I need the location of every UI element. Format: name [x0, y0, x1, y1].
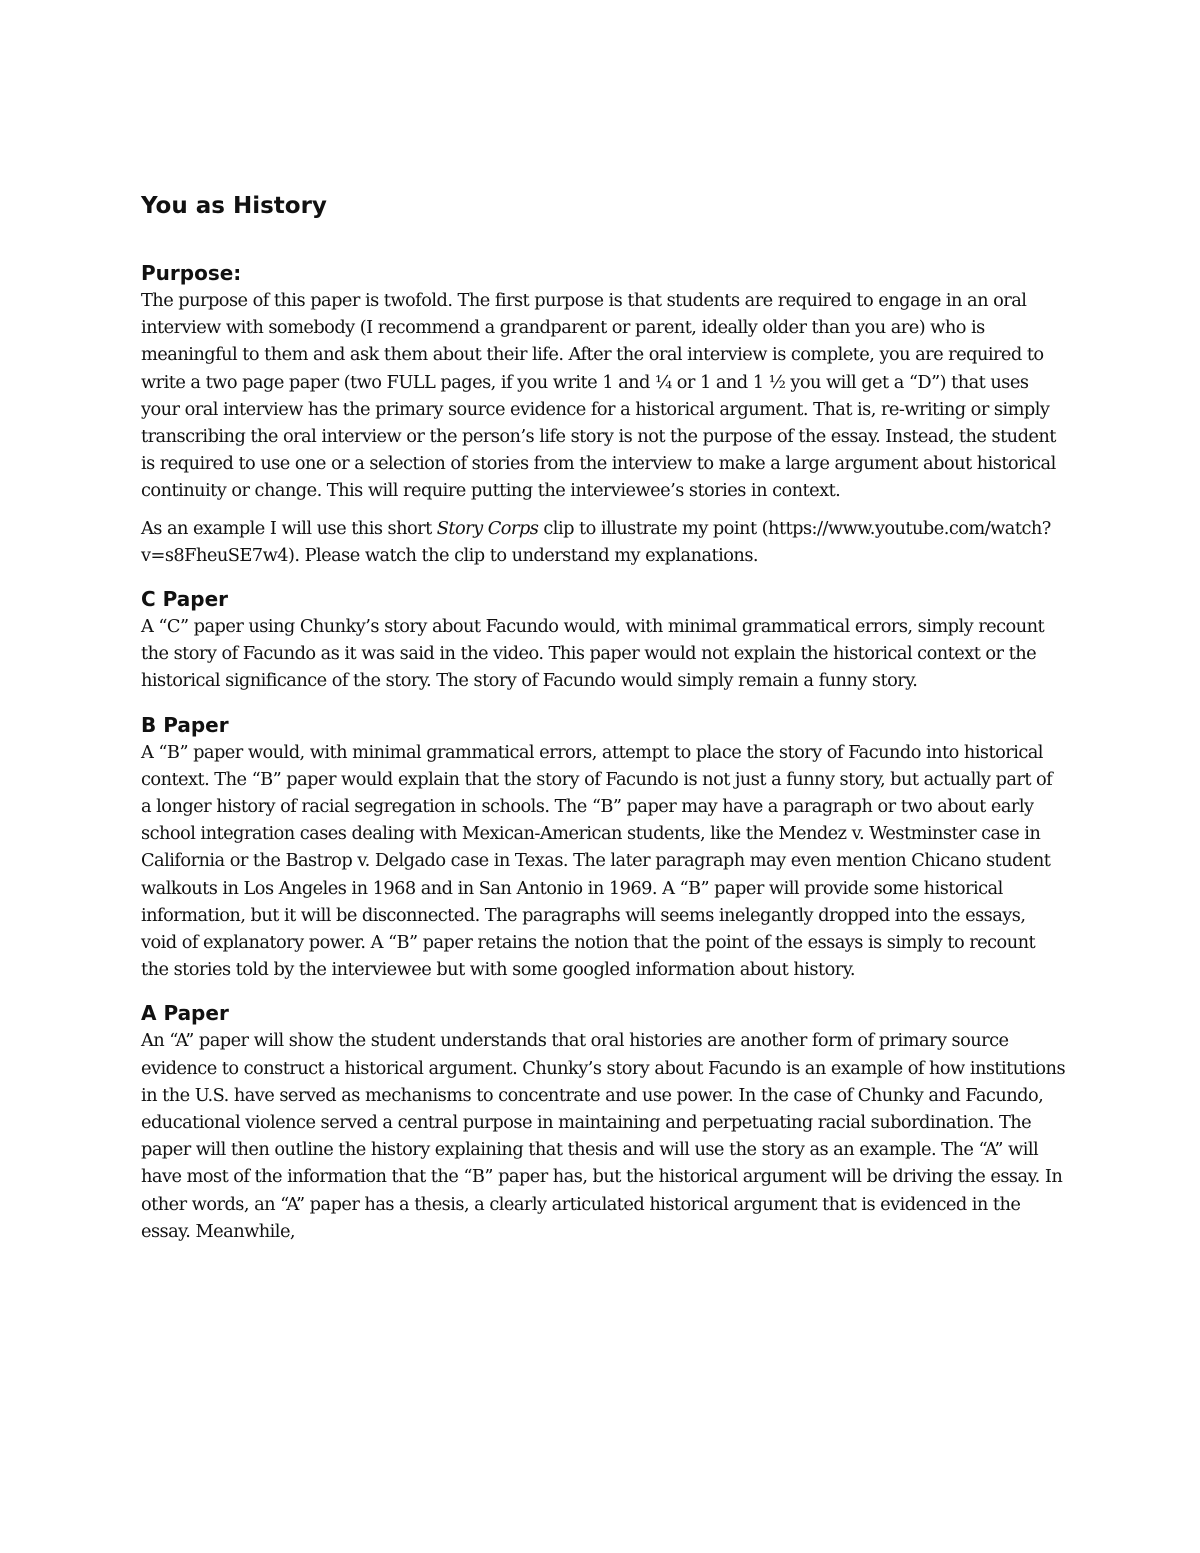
- a-paper-paragraph: An “A” paper will show the student understands that oral histories are another form of primary source evidence to construct a historical argument. Chunky’s story about Facundo is an example of how institutions in the U.S. have served as mechanisms to concentrate and use power. In the case of Chunky and Facundo, educational violence served a central purpose in maintaining and perpetuating racial subordination. The paper will then outline the history explaining that thesis and will use the story as an example. The “A” will have most of the information that the “B” paper has, but the historical argument will be driving the essay. In other words, an “A” paper has a thesis, a clearly articulated historical argument that is evidenced in the essay. Meanwhile,: [141, 1030, 1066, 1242]
- document-page: [141, 190, 1066, 1245]
- a-paper-heading: A Paper: [141, 1001, 229, 1026]
- document-title: You as History: [141, 193, 327, 219]
- b-paper-heading: B Paper: [141, 712, 229, 737]
- purpose-heading: Purpose:: [141, 261, 242, 285]
- a-paper-section: [141, 1000, 1066, 1245]
- story-corps-title: Story Corps: [436, 517, 539, 539]
- b-paper-section: [141, 712, 1066, 984]
- b-paper-paragraph: A “B” paper would, with minimal grammatical errors, attempt to place the story of Facundo into historical context. The “B” paper would explain that the story of Facundo is not just a funny story, but actually part of a longer history of racial segregation in schools. The “B” paper may have a paragraph or two about early school integration cases dealing with Mexican-American students, like the Mendez v. Westminster case in California or the Bastrop v. Delgado case in Texas. The later paragraph may even mention Chicano student walkouts in Los Angeles in 1968 and in San Antonio in 1969. A “B” paper will provide some historical information, but it will be disconnected. The paragraphs will seems inelegantly dropped into the essays, void of explanatory power. A “B” paper retains the notion that the point of the essays is simply to recount the stories told by the interviewee but with some googled information about history.: [141, 741, 1053, 981]
- c-paper-paragraph: A “C” paper using Chunky’s story about Facundo would, with minimal grammatical errors, simply recount the story of Facundo as it was said in the video. This paper would not explain the historical context or the historical significance of the story. The story of Facundo would simply remain a funny story.: [141, 616, 1045, 692]
- example-paragraph: [141, 515, 1066, 569]
- purpose-section: [141, 260, 1066, 569]
- example-text-end: clip to illustrate my point (https://www.youtube.com/watch?v=s8FheuSE7w4). Please watch the clip to understand my explanations.: [141, 517, 1051, 566]
- example-text-start: As an example I will use this short: [141, 517, 437, 539]
- purpose-paragraph: The purpose of this paper is twofold. The first purpose is that students are required to engage in an oral interview with somebody (I recommend a grandparent or parent, ideally older than you are) who is meaningful to them and ask them about their life. After the oral interview is complete, you are required to write a two page paper (two FULL pages, if you write 1 and ¼ or 1 and 1 ½ you will get a “D”) that uses your oral interview has the primary source evidence for a historical argument. That is, re-writing or simply transcribing the oral interview or the person’s life story is not the purpose of the essay. Instead, the student is required to use one or a selection of stories from the interview to make a large argument about historical continuity or change. This will require putting the interviewee’s stories in context.: [141, 290, 1056, 502]
- c-paper-section: [141, 586, 1066, 695]
- c-paper-heading: C Paper: [141, 587, 229, 612]
